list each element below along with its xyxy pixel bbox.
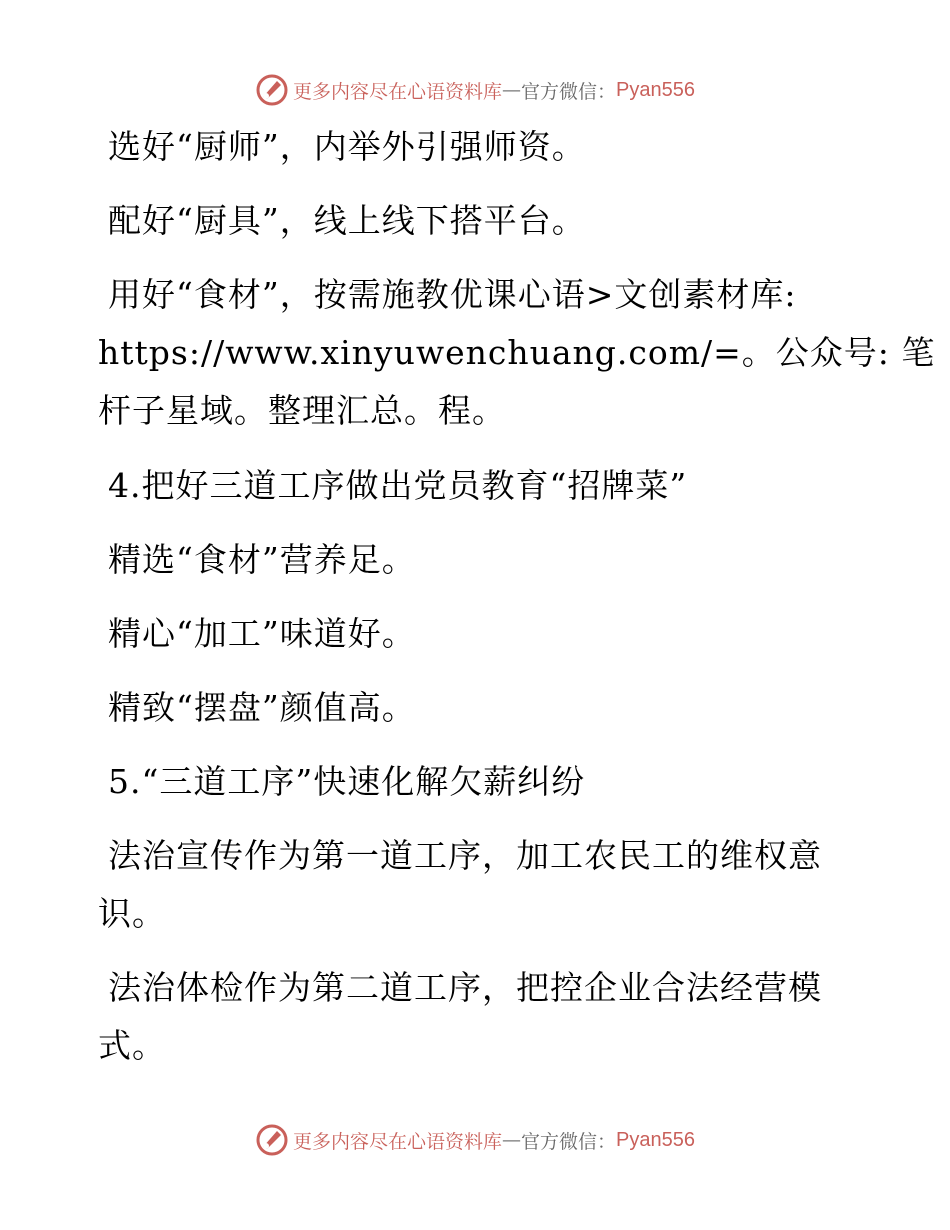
text-line: 精致“摆盘”颜值高。 (108, 688, 416, 727)
section-heading: 5.“三道工序”快速化解欠薪纠纷 (108, 762, 586, 801)
banner-subtitle: 官方微信： (521, 80, 617, 103)
section-heading: 4.把好三道工序做出党员教育“招牌菜” (108, 466, 688, 505)
text-line: 法治宣传作为第一道工序，加工农民工的维权意 (108, 836, 822, 875)
text-line: https://www.xinyuwenchuang.com/=。公众号: 笔 (98, 333, 936, 372)
pen-seal-logo-icon (255, 73, 289, 107)
text-line: 法治体检作为第二道工序，把控企业合法经营模 (108, 968, 822, 1007)
banner-dash: — (502, 79, 522, 101)
text-line: 选好“厨师”，内举外引强师资。 (108, 127, 586, 166)
banner-wechat-id: Pyan556 (616, 1128, 695, 1151)
banner-text: 更多内容尽在心语资料库 (293, 1130, 503, 1153)
banner-dash: — (502, 1129, 522, 1151)
text-line: 式。 (98, 1026, 166, 1065)
text-line: 用好“食材”，按需施教优课心语>文创素材库: (108, 275, 797, 314)
text-line: 配好“厨具”，线上线下搭平台。 (108, 201, 586, 240)
banner-text: 更多内容尽在心语资料库 (293, 80, 503, 103)
footer-banner (0, 1120, 950, 1160)
banner-subtitle: 官方微信： (521, 1130, 617, 1153)
banner-wechat-id: Pyan556 (616, 78, 695, 101)
text-line: 识。 (98, 894, 166, 933)
text-line: 杆子星域。整理汇总。程。 (98, 391, 506, 430)
header-banner (0, 70, 950, 110)
pen-seal-logo-icon (255, 1123, 289, 1157)
text-line: 精心“加工”味道好。 (108, 614, 416, 653)
text-line: 精选“食材”营养足。 (108, 540, 416, 579)
